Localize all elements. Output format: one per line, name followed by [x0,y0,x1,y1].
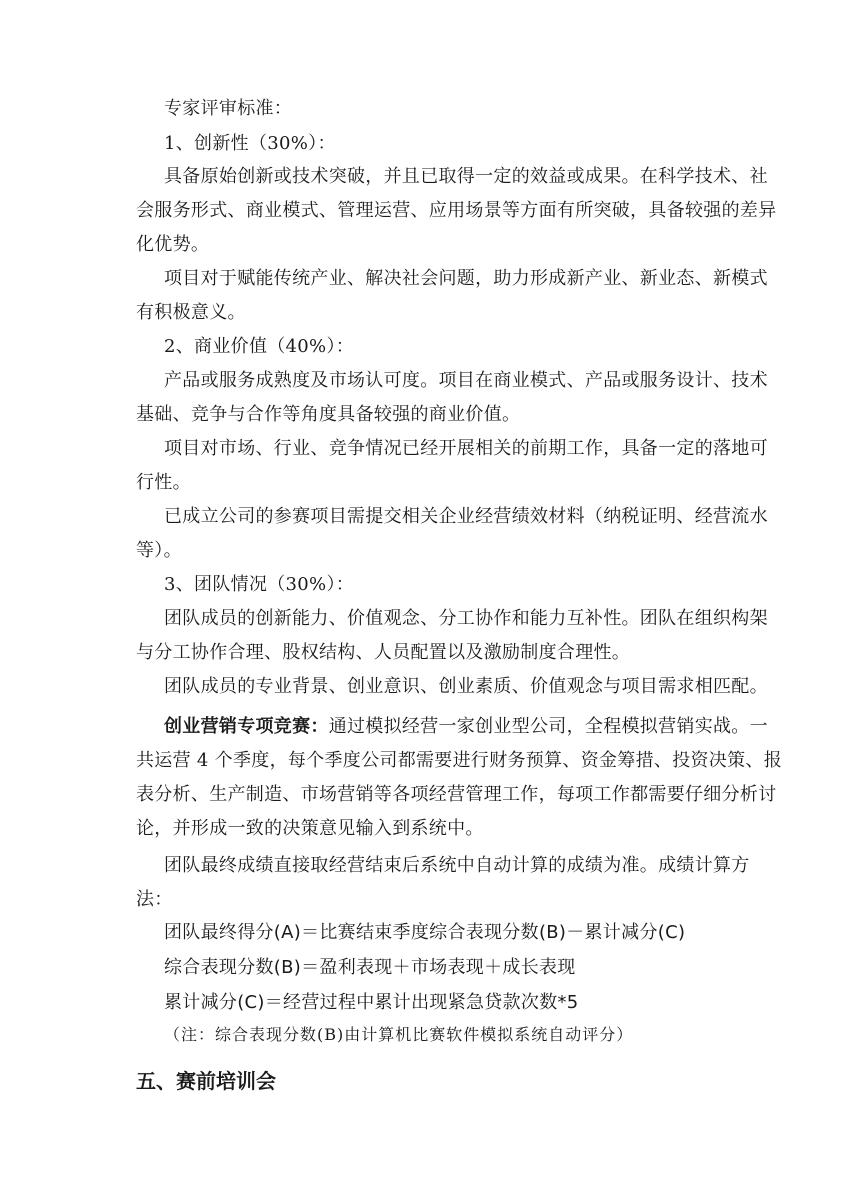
criterion-2-para2-line2: 行性。 [136,472,191,493]
scoring-note: （注：综合表现分数(B)由计算机比赛软件模拟系统自动评分） [164,1025,634,1044]
criterion-1-para2-line2: 有积极意义。 [136,302,246,323]
criterion-1-para1-line2: 会服务形式、商业模式、管理运营、应用场景等方面有所突破，具备较强的差异 [136,200,777,221]
criterion-3-para1-line2: 与分工协作合理、股权结构、人员配置以及激励制度合理性。 [136,642,631,663]
formula-final-score: 团队最终得分(A)＝比赛结束季度综合表现分数(B)－累计减分(C) [164,922,686,943]
marketing-line3: 表分析、生产制造、市场营销等各项经营管理工作，每项工作都需要仔细分析讨 [136,784,777,805]
section-heading-training: 五、赛前培训会 [136,1069,276,1093]
criterion-2-para2-line1: 项目对市场、行业、竞争情况已经开展相关的前期工作，具备一定的落地可 [164,438,768,459]
marketing-line1 [164,710,768,744]
criterion-3-heading: 3、团队情况（30%）： [164,574,355,595]
criterion-2-para1-line1: 产品或服务成熟度及市场认可度。项目在商业模式、产品或服务设计、技术 [164,370,768,391]
criterion-2-para3-line1: 已成立公司的参赛项目需提交相关企业经营绩效材料（纳税证明、经营流水 [164,506,768,527]
criterion-2-heading: 2、商业价值（40%）： [164,336,355,357]
criterion-1-para1-line1: 具备原始创新或技术突破，并且已取得一定的效益或成果。在科学技术、社 [164,166,768,187]
score-line2: 法： [136,889,173,910]
criterion-2-para1-line2: 基础、竞争与合作等角度具备较强的商业价值。 [136,404,521,425]
score-line1: 团队最终成绩直接取经营结束后系统中自动计算的成绩为准。成绩计算方 [164,855,750,876]
marketing-line2: 共运营 4 个季度，每个季度公司都需要进行财务预算、资金筹措、投资决策、报 [136,750,782,771]
criterion-1-para2-line1: 项目对于赋能传统产业、解决社会问题，助力形成新产业、新业态、新模式 [164,268,768,289]
formula-composite-score: 综合表现分数(B)＝盈利表现＋市场表现＋成长表现 [164,957,576,978]
marketing-line1-text: 通过模拟经营一家创业型公司，全程模拟营销实战。一 [328,716,768,737]
criterion-2-para3-line2: 等）。 [136,540,182,561]
criterion-1-para1-line3: 化优势。 [136,234,210,255]
formula-deduction: 累计减分(C)＝经营过程中累计出现紧急贷款次数*5 [164,992,579,1013]
criterion-1-heading: 1、创新性（30%）： [164,133,336,154]
criterion-3-para2-line1: 团队成员的专业背景、创业意识、创业素质、价值观念与项目需求相匹配。 [164,676,768,697]
criterion-3-para1-line1: 团队成员的创新能力、价值观念、分工协作和能力互补性。团队在组织构架 [164,608,768,629]
section-title: 专家评审标准： [164,98,293,119]
marketing-line4: 论，并形成一致的决策意见输入到系统中。 [136,818,484,839]
marketing-label: 创业营销专项竞赛： [164,716,329,737]
